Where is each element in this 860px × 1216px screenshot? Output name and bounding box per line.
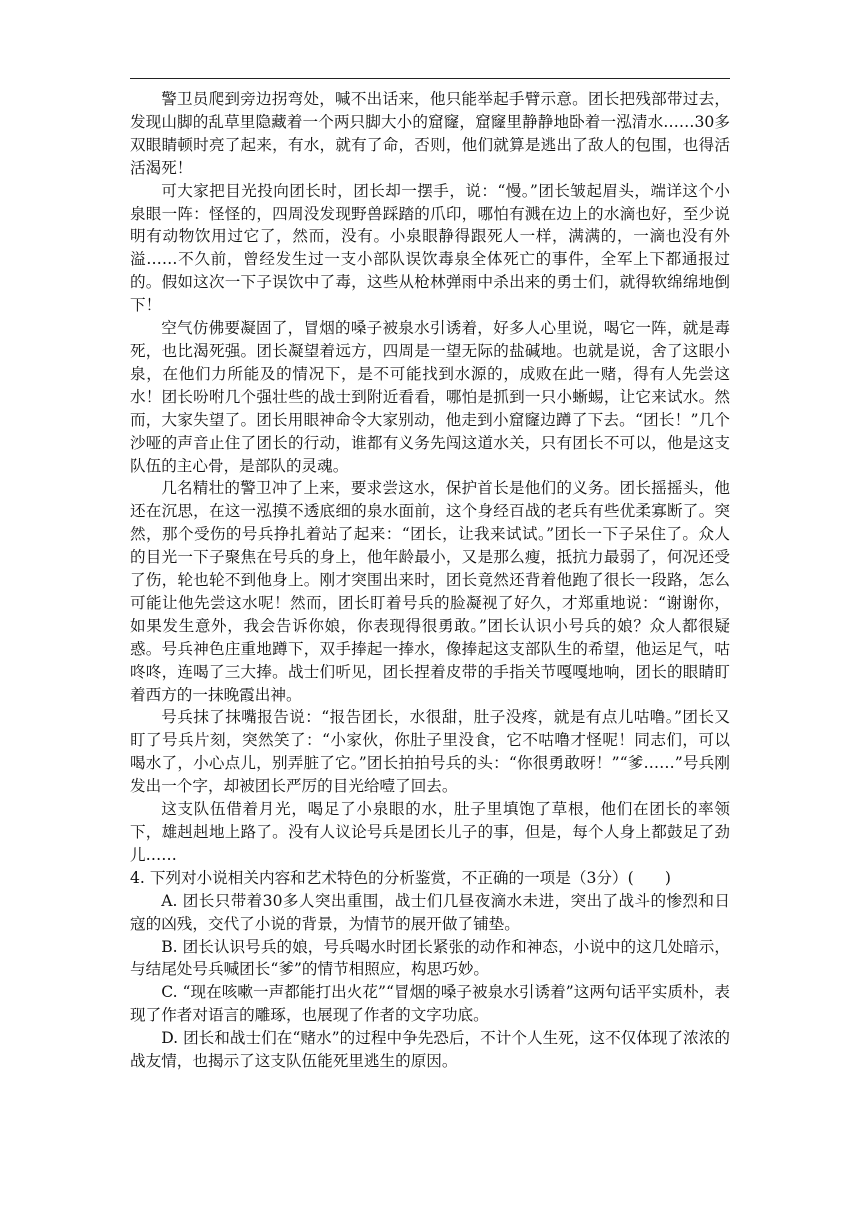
option-a: A. 团长只带着30多人突出重围，战士们几昼夜滴水未进，突出了战斗的惨烈和日寇的凶残，交代了小说的背景，为情节的展开做了铺垫。 <box>130 891 730 933</box>
option-b: B. 团长认识号兵的娘，号兵喝水时团长紧张的动作和神态，小说中的这几处暗示，与结尾处号兵喊团长“爹”的情节相照应，构思巧妙。 <box>130 937 730 979</box>
story-paragraph-4: 几名精壮的警卫冲了上来，要求尝这水，保护首长是他们的义务。团长摇摇头，他还在沉思，在这一泓摸不透底细的泉水面前，这个身经百战的老兵有些优柔寡断了。突然，那个受伤的号兵挣扎着站了起来：“团长，让我来试试。”团长一下子呆住了。众人的目光一下子聚焦在号兵的身上，他年龄最小，又是那么瘦，抵抗力最弱了，何况还受了伤，轮也轮不到他身上。刚才突围出来时，团长竟然还背着他跑了很长一段路，怎么可能让他先尝这水呢！然而，团长盯着号兵的脸凝视了好久，才郑重地说：“谢谢你，如果发生意外，我会告诉你娘，你表现得很勇敢。”团长认识小号兵的娘？众人都很疑惑。号兵神色庄重地蹲下，双手捧起一捧水，像捧起这支部队生的希望，他运足气，咕咚咚，连喝了三大捧。战士们听见，团长捏着皮带的手指关节嘎嘎地响，团长的眼睛盯着西方的一抹晚霞出神。 <box>130 479 730 704</box>
story-paragraph-3: 空气仿佛要凝固了，冒烟的嗓子被泉水引诱着，好多人心里说，喝它一阵，就是毒死，也比渴死强。团长凝望着远方，四周是一望无际的盐碱地。也就是说，舍了这眼小泉，在他们力所能及的情况下，是不可能找到水源的，成败在此一赌，得有人先尝这水！团长吩咐几个强壮些的战士到附近看看，哪怕是抓到一只小蜥蜴，让它来试水。然而，大家失望了。团长用眼神命令大家别动，他走到小窟窿边蹲了下去。“团长！”几个沙哑的声音止住了团长的行动，谁都有义务先闯这道水关，只有团长不可以，他是这支队伍的主心骨，是部队的灵魂。 <box>130 319 730 475</box>
story-paragraph-1: 警卫员爬到旁边拐弯处，喊不出话来，他只能举起手臂示意。团长把残部带过去，发现山脚的乱草里隐藏着一个两只脚大小的窟窿，窟窿里静静地卧着一泓清水……30多双眼睛顿时亮了起来，有水，就有了命，否则，他们就算是逃出了敌人的包围，也得活活渴死！ <box>130 90 730 177</box>
option-d: D. 团长和战士们在“赌水”的过程中争先恐后，不计个人生死，这不仅体现了浓浓的战友情，也揭示了这支队伍能死里逃生的原因。 <box>130 1029 730 1071</box>
story-paragraph-6: 这支队伍借着月光，喝足了小泉眼的水，肚子里填饱了草根，他们在团长的率领下，雄赳赳地上路了。没有人议论号兵是团长儿子的事，但是，每个人身上都鼓足了劲儿…… <box>130 800 730 864</box>
story-paragraph-2: 可大家把目光投向团长时，团长却一摆手，说：“慢。”团长皱起眉头，端详这个小泉眼一阵：怪怪的，四周没发现野兽踩踏的爪印，哪怕有溅在边上的水滴也好，至少说明有动物饮用过它了，然而，没有。小泉眼静得跟死人一样，满满的，一滴也没有外溢……不久前，曾经发生过一支小部队误饮毒泉全体死亡的事件，全军上下都通报过的。假如这次一下子误饮中了毒，这些从枪林弹雨中杀出来的勇士们，就得软绵绵地倒下！ <box>130 181 730 315</box>
option-c: C. “现在咳嗽一声都能打出火花”“冒烟的嗓子被泉水引诱着”这两句话平实质朴，表现了作者对语言的雕琢，也展现了作者的文字功底。 <box>130 983 730 1025</box>
question-stem: 4. 下列对小说相关内容和艺术特色的分析鉴赏，不正确的一项是（3分）( ) <box>130 868 671 887</box>
story-paragraph-5: 号兵抹了抹嘴报告说：“报告团长，水很甜，肚子没疼，就是有点儿咕噜。”团长又盯了号兵片刻，突然笑了：“小家伙，你肚子里没食，它不咕噜才怪呢！同志们，可以喝水了，小心点儿，别弄脏了它。”团长拍拍号兵的头：“你很勇敢呀！”“爹……”号兵刚发出一个字，却被团长严厉的目光给噎了回去。 <box>130 708 730 796</box>
text-body <box>130 88 730 1073</box>
header-rule <box>130 78 730 79</box>
